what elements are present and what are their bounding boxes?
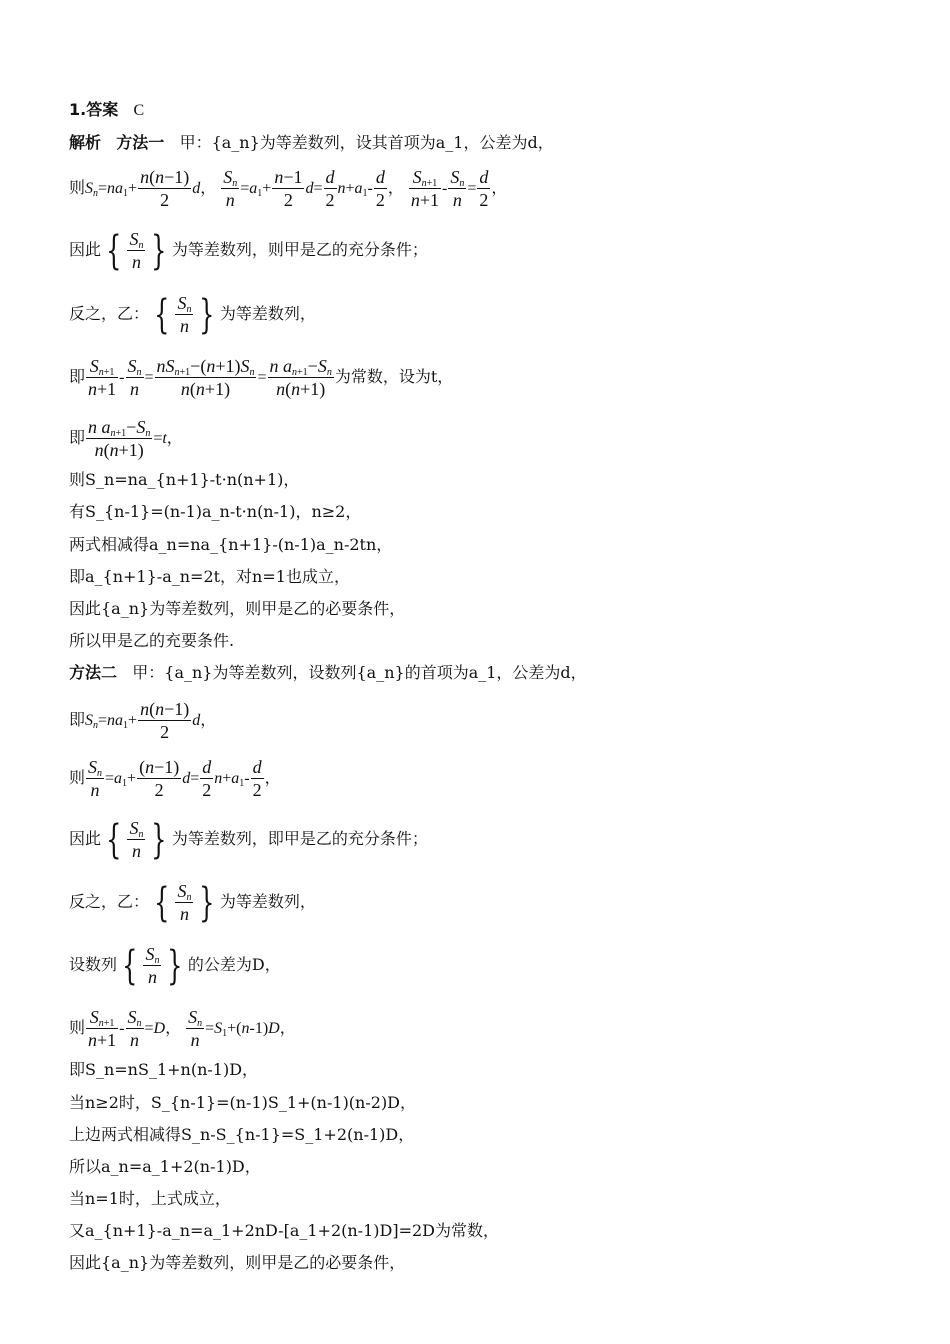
converse-suffix: 为等差数列， [219, 892, 316, 911]
fraction: $\frac{S_n}{n}$ [129, 818, 144, 861]
fraction: $\frac{n-1}{2}$ [274, 167, 303, 210]
fraction: $\frac{S_{n+1}}{n+1}$ [410, 167, 440, 210]
ze-word: 则 [69, 1018, 86, 1037]
fraction: $\frac{S_n}{n}$ [127, 356, 142, 399]
method2-line8: 即S_n=nS_1+n(n-1)D， [69, 1060, 259, 1079]
ze-word: 则 [69, 768, 86, 787]
method1-formula-sn: 则$S_n=na_1+$ $\frac{n(n-1)}{2}$ d， $\frac{S_n}{n}$ $=a_1+$ $\frac{n-1}{2}$ d= $\frac{d}{2}$ $n+a_1-$ $\frac{d}{2}$ ， $\frac{S_{n+1}}{n+1}$ - $\frac{S_n}{n}$ = $\frac{d}{2}$ ， [69, 167, 508, 210]
fraction: $\frac{S_n}{n}$ [88, 757, 103, 800]
method2-common-diff: 设数列 { $\frac{S_n}{n}$ } 的公差为D， [69, 942, 281, 989]
method1-line3-suffix: 为等差数列，则甲是乙的充分条件； [171, 240, 428, 259]
method2-label: 方法二 [69, 663, 118, 682]
yinci-word: 因此 [69, 829, 102, 848]
method2-line12: 当n=1时，上式成立， [69, 1189, 231, 1208]
ji-word: 即 [69, 710, 86, 729]
method1-difference: 即 $\frac{S_{n+1}}{n+1}$ - $\frac{S_n}{n}$ = $\frac{nS_{n+1}-(n+1)S_n}{n(n+1)}$ = $\frac{n a_{n+1}-S_n}{n(n+1)}$ 为常数，设为t， [69, 356, 454, 399]
fraction: $\frac{(n-1)}{2}$ [139, 757, 180, 800]
fraction: $\frac{d}{2}$ [202, 757, 212, 800]
fraction: $\frac{S_{n+1}}{n+1}$ [88, 356, 117, 399]
method2-sn-over-n: 则 $\frac{S_n}{n}$ $=a_1+$ $\frac{(n-1)}{2}$ d= $\frac{d}{2}$ $n+a_1-$ $\frac{d}{2}$ ， [69, 757, 281, 800]
fraction: $\frac{n a_{n+1}-S_n}{n(n+1)}$ [269, 356, 332, 399]
fraction: $\frac{d}{2}$ [325, 167, 335, 210]
jiexi-label: 解析 [69, 133, 102, 152]
fraction: $\frac{n a_{n+1}-S_n}{n(n+1)}$ [88, 417, 151, 460]
yinci-word: 因此 [69, 240, 102, 259]
method1-sufficient: 因此 { $\frac{S_n}{n}$ } 为等差数列，则甲是乙的充分条件； [69, 227, 428, 274]
fraction: $\frac{S_n}{n}$ [145, 944, 160, 987]
converse-suffix: 为等差数列， [219, 304, 316, 323]
method1-line9: 两式相减得a_n=na_{n+1}-(n-1)a_n-2tn， [69, 535, 393, 554]
method1-equals-t: 即 $\frac{n a_{n+1}-S_n}{n(n+1)}$ =t， [69, 417, 183, 460]
method1-line10: 即a_{n+1}-a_n=2t，对n=1也成立， [69, 567, 350, 586]
ze-word: 则 [69, 178, 86, 197]
method1-line5-suffix: 为常数，设为t， [334, 367, 454, 386]
method2-line10: 上边两式相减得S_n-S_{n-1}=S_1+2(n-1)D， [69, 1125, 415, 1144]
method2-line14: 因此{a_n}为等差数列，则甲是乙的必要条件， [69, 1253, 406, 1272]
method2-sn: 即$S_n=na_1+$ $\frac{n(n-1)}{2}$ d， [69, 699, 217, 742]
method2-line6-suffix: 的公差为D， [187, 955, 281, 974]
answer-label: 1.答案 [69, 100, 119, 119]
method2-D-relation: 则 $\frac{S_{n+1}}{n+1}$ - $\frac{S_n}{n}$ =D， $\frac{S_n}{n}$ $=S_1+(n-1)D$， [69, 1007, 296, 1050]
method2-intro [69, 663, 587, 683]
fraction: $\frac{S_n}{n}$ [127, 1007, 142, 1050]
fraction: $\frac{S_n}{n}$ [450, 167, 465, 210]
ji-word: 即 [69, 367, 86, 386]
method2-line6-prefix: 设数列 [69, 955, 118, 974]
method1-line8: 有S_{n-1}=(n-1)a_n-t·n(n-1)，n≥2， [69, 502, 362, 521]
fraction: $\frac{S_n}{n}$ [129, 229, 144, 272]
fraction: $\frac{S_n}{n}$ [177, 293, 192, 336]
fraction: $\frac{S_n}{n}$ [223, 167, 238, 210]
fraction: $\frac{d}{2}$ [479, 167, 489, 210]
method2-converse: 反之，乙： { $\frac{S_n}{n}$ } 为等差数列， [69, 879, 316, 926]
method1-converse: 反之，乙： { $\frac{S_n}{n}$ } 为等差数列， [69, 291, 316, 338]
method2-sufficient: 因此 { $\frac{S_n}{n}$ } 为等差数列，即甲是乙的充分条件； [69, 816, 428, 863]
fraction: $\frac{n(n-1)}{2}$ [140, 167, 190, 210]
answer-value: C [133, 102, 145, 119]
method1-intro [69, 133, 554, 153]
method2-line9: 当n≥2时，S_{n-1}=(n-1)S_1+(n-1)(n-2)D， [69, 1093, 417, 1112]
method2-line4-suffix: 为等差数列，即甲是乙的充分条件； [171, 829, 428, 848]
fraction: $\frac{d}{2}$ [252, 757, 262, 800]
answer-line [69, 100, 144, 121]
method1-line12: 所以甲是乙的充要条件. [69, 631, 235, 650]
method2-line11: 所以a_n=a_1+2(n-1)D， [69, 1157, 261, 1176]
method1-line7: 则S_n=na_{n+1}-t·n(n+1)， [69, 470, 300, 489]
fraction: $\frac{S_n}{n}$ [177, 881, 192, 924]
converse-prefix: 反之，乙： [69, 892, 150, 911]
fraction: $\frac{S_n}{n}$ [188, 1007, 203, 1050]
method1-label: 方法一 [116, 133, 165, 152]
method1-line1: 甲：{a_n}为等差数列，设其首项为a_1，公差为d， [179, 133, 554, 152]
converse-prefix: 反之，乙： [69, 304, 150, 323]
ji-word: 即 [69, 428, 86, 447]
fraction: $\frac{n(n-1)}{2}$ [140, 699, 190, 742]
method2-line13: 又a_{n+1}-a_n=a_1+2nD-[a_1+2(n-1)D]=2D为常数， [69, 1221, 499, 1240]
fraction: $\frac{d}{2}$ [375, 167, 385, 210]
fraction: $\frac{nS_{n+1}-(n+1)S_n}{n(n+1)}$ [156, 356, 255, 399]
method2-line1: 甲：{a_n}为等差数列，设数列{a_n}的首项为a_1，公差为d， [132, 663, 587, 682]
fraction: $\frac{S_{n+1}}{n+1}$ [88, 1007, 117, 1050]
method1-line11: 因此{a_n}为等差数列，则甲是乙的必要条件， [69, 599, 406, 618]
